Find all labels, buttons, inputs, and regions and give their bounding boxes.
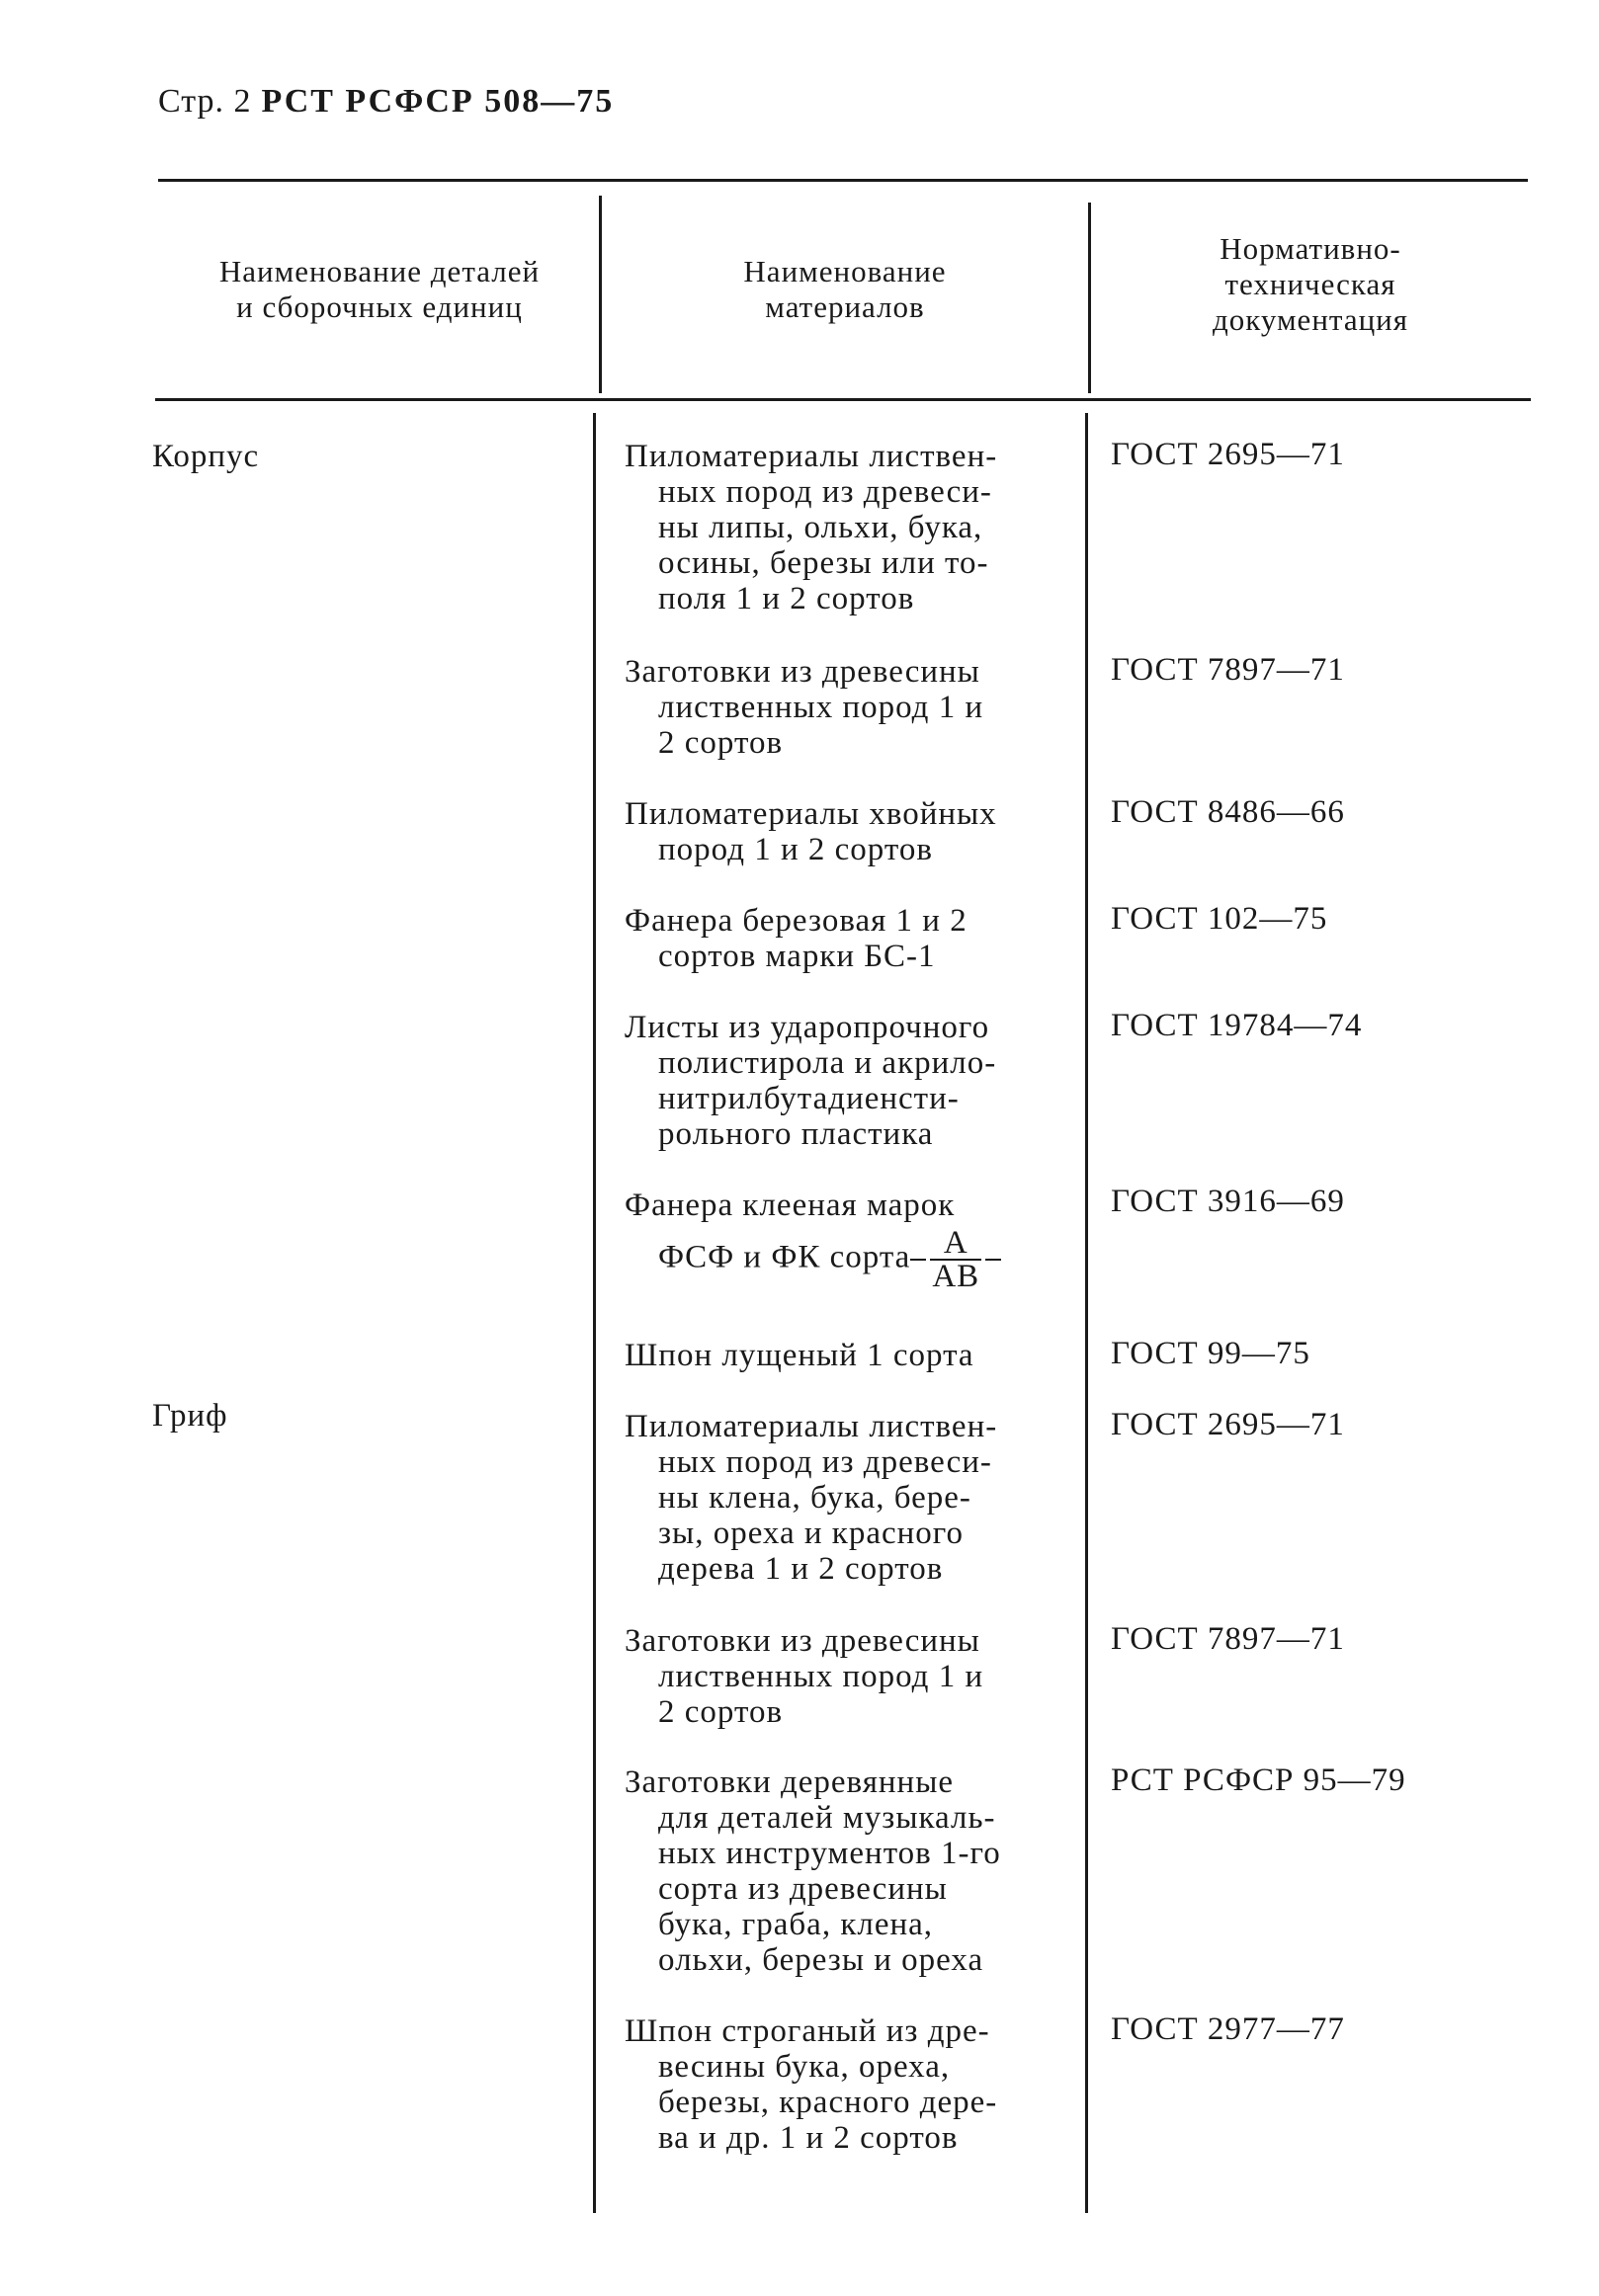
material-line: ных пород из древеси- xyxy=(658,1444,992,1480)
column-header-materials xyxy=(605,254,1085,325)
part-name: Корпус xyxy=(152,439,260,474)
column-header-line: документация xyxy=(1212,302,1409,337)
column-header-line: Наименование деталей xyxy=(218,254,541,288)
material-line: 2 сортов xyxy=(658,1694,784,1730)
doc-cell: ГОСТ 7897—71 xyxy=(1111,652,1345,688)
page-number: Стр. 2 xyxy=(158,83,252,120)
material-line: поля 1 и 2 сортов xyxy=(658,581,915,616)
material-cell xyxy=(625,903,968,974)
material-line: Шпон лущеный 1 сорта xyxy=(625,1338,974,1373)
material-line: для деталей музыкаль- xyxy=(658,1800,996,1836)
column-header-documentation xyxy=(1093,231,1528,338)
fraction-dash xyxy=(910,1259,926,1261)
material-line: ва и др. 1 и 2 сортов xyxy=(658,2120,959,2156)
doc-cell: ГОСТ 2977—77 xyxy=(1111,2011,1345,2047)
material-cell xyxy=(625,2013,997,2156)
material-line: Фанера березовая 1 и 2 xyxy=(625,903,968,939)
material-line: нитрилбутадиенсти- xyxy=(658,1081,960,1116)
material-line: дерева 1 и 2 сортов xyxy=(658,1551,944,1587)
doc-cell: ГОСТ 99—75 xyxy=(1111,1336,1310,1371)
fraction xyxy=(930,1227,981,1292)
material-line: пород 1 и 2 сортов xyxy=(658,832,933,867)
material-line: сортов марки БС-1 xyxy=(658,939,936,974)
material-cell xyxy=(625,1623,983,1730)
part-name: Гриф xyxy=(152,1398,228,1434)
material-line: ных пород из древеси- xyxy=(658,474,992,510)
material-line: ных инструментов 1-го xyxy=(658,1836,1001,1871)
doc-cell: ГОСТ 8486—66 xyxy=(1111,794,1345,830)
doc-cell: ГОСТ 19784—74 xyxy=(1111,1008,1363,1043)
material-line: 2 сортов xyxy=(658,725,784,761)
column-divider-2 xyxy=(1088,203,1091,393)
column-divider-1 xyxy=(599,196,602,393)
column-header-line: и сборочных единиц xyxy=(236,289,523,324)
doc-cell: ГОСТ 7897—71 xyxy=(1111,1621,1345,1657)
material-line: рольного пластика xyxy=(658,1116,934,1152)
column-header-parts xyxy=(162,254,597,325)
material-line: Пиломатериалы хвойных xyxy=(625,796,997,832)
material-line: ны клена, бука, бере- xyxy=(658,1480,971,1516)
material-line: ны липы, ольхи, бука, xyxy=(658,510,983,545)
column-header-line: Нормативно- xyxy=(1220,231,1401,266)
doc-cell: ГОСТ 2695—71 xyxy=(1111,437,1345,472)
material-line: ольхи, березы и ореха xyxy=(658,1942,984,1978)
material-cell xyxy=(625,796,997,867)
material-line: березы, красного дере- xyxy=(658,2085,998,2120)
material-line: лиственных пород 1 и xyxy=(658,690,984,725)
material-line: сорта из древесины xyxy=(658,1871,948,1907)
fraction-dash xyxy=(985,1259,1001,1261)
column-header-line: техническая xyxy=(1224,267,1396,301)
grade-fraction xyxy=(910,1227,1001,1292)
material-cell xyxy=(625,1409,997,1587)
material-line: Фанера клееная марок xyxy=(625,1188,956,1223)
column-divider-1-body xyxy=(593,413,596,2213)
material-line: Шпон строганый из дре- xyxy=(625,2013,990,2049)
material-line: осины, березы или то- xyxy=(658,545,989,581)
material-line: Заготовки из древесины xyxy=(625,654,980,690)
column-header-line: материалов xyxy=(765,289,925,324)
material-line: Заготовки из древесины xyxy=(625,1623,980,1659)
material-line: Пиломатериалы листвен- xyxy=(625,439,998,474)
fraction-denominator: АВ xyxy=(932,1259,980,1294)
page-header xyxy=(158,83,614,121)
material-text: ФСФ и ФК сорта xyxy=(658,1239,911,1275)
material-cell xyxy=(625,1010,996,1152)
material-cell xyxy=(625,1764,1001,1978)
material-cell xyxy=(625,1188,1001,1292)
table-top-rule xyxy=(158,179,1528,182)
material-line: Листы из ударопрочного xyxy=(625,1010,990,1045)
material-cell xyxy=(625,439,997,616)
material-line: зы, ореха и красного xyxy=(658,1516,964,1551)
material-cell xyxy=(625,654,983,761)
material-cell xyxy=(625,1338,974,1373)
material-line: Заготовки деревянные xyxy=(625,1764,955,1800)
header-bottom-rule xyxy=(155,398,1531,401)
doc-cell: ГОСТ 102—75 xyxy=(1111,901,1328,937)
material-line: Пиломатериалы листвен- xyxy=(625,1409,998,1444)
doc-cell: ГОСТ 3916—69 xyxy=(1111,1184,1345,1219)
material-line xyxy=(625,1227,1001,1292)
material-line: весины бука, ореха, xyxy=(658,2049,951,2085)
column-divider-2-body xyxy=(1085,413,1088,2213)
material-line: лиственных пород 1 и xyxy=(658,1659,984,1694)
standard-code: РСТ РСФСР 508—75 xyxy=(261,83,615,120)
material-line: полистирола и акрило- xyxy=(658,1045,997,1081)
material-line: бука, граба, клена, xyxy=(658,1907,934,1942)
doc-cell: ГОСТ 2695—71 xyxy=(1111,1407,1345,1442)
fraction-numerator: А xyxy=(943,1225,968,1261)
doc-cell: РСТ РСФСР 95—79 xyxy=(1111,1763,1406,1798)
column-header-line: Наименование xyxy=(743,254,947,288)
